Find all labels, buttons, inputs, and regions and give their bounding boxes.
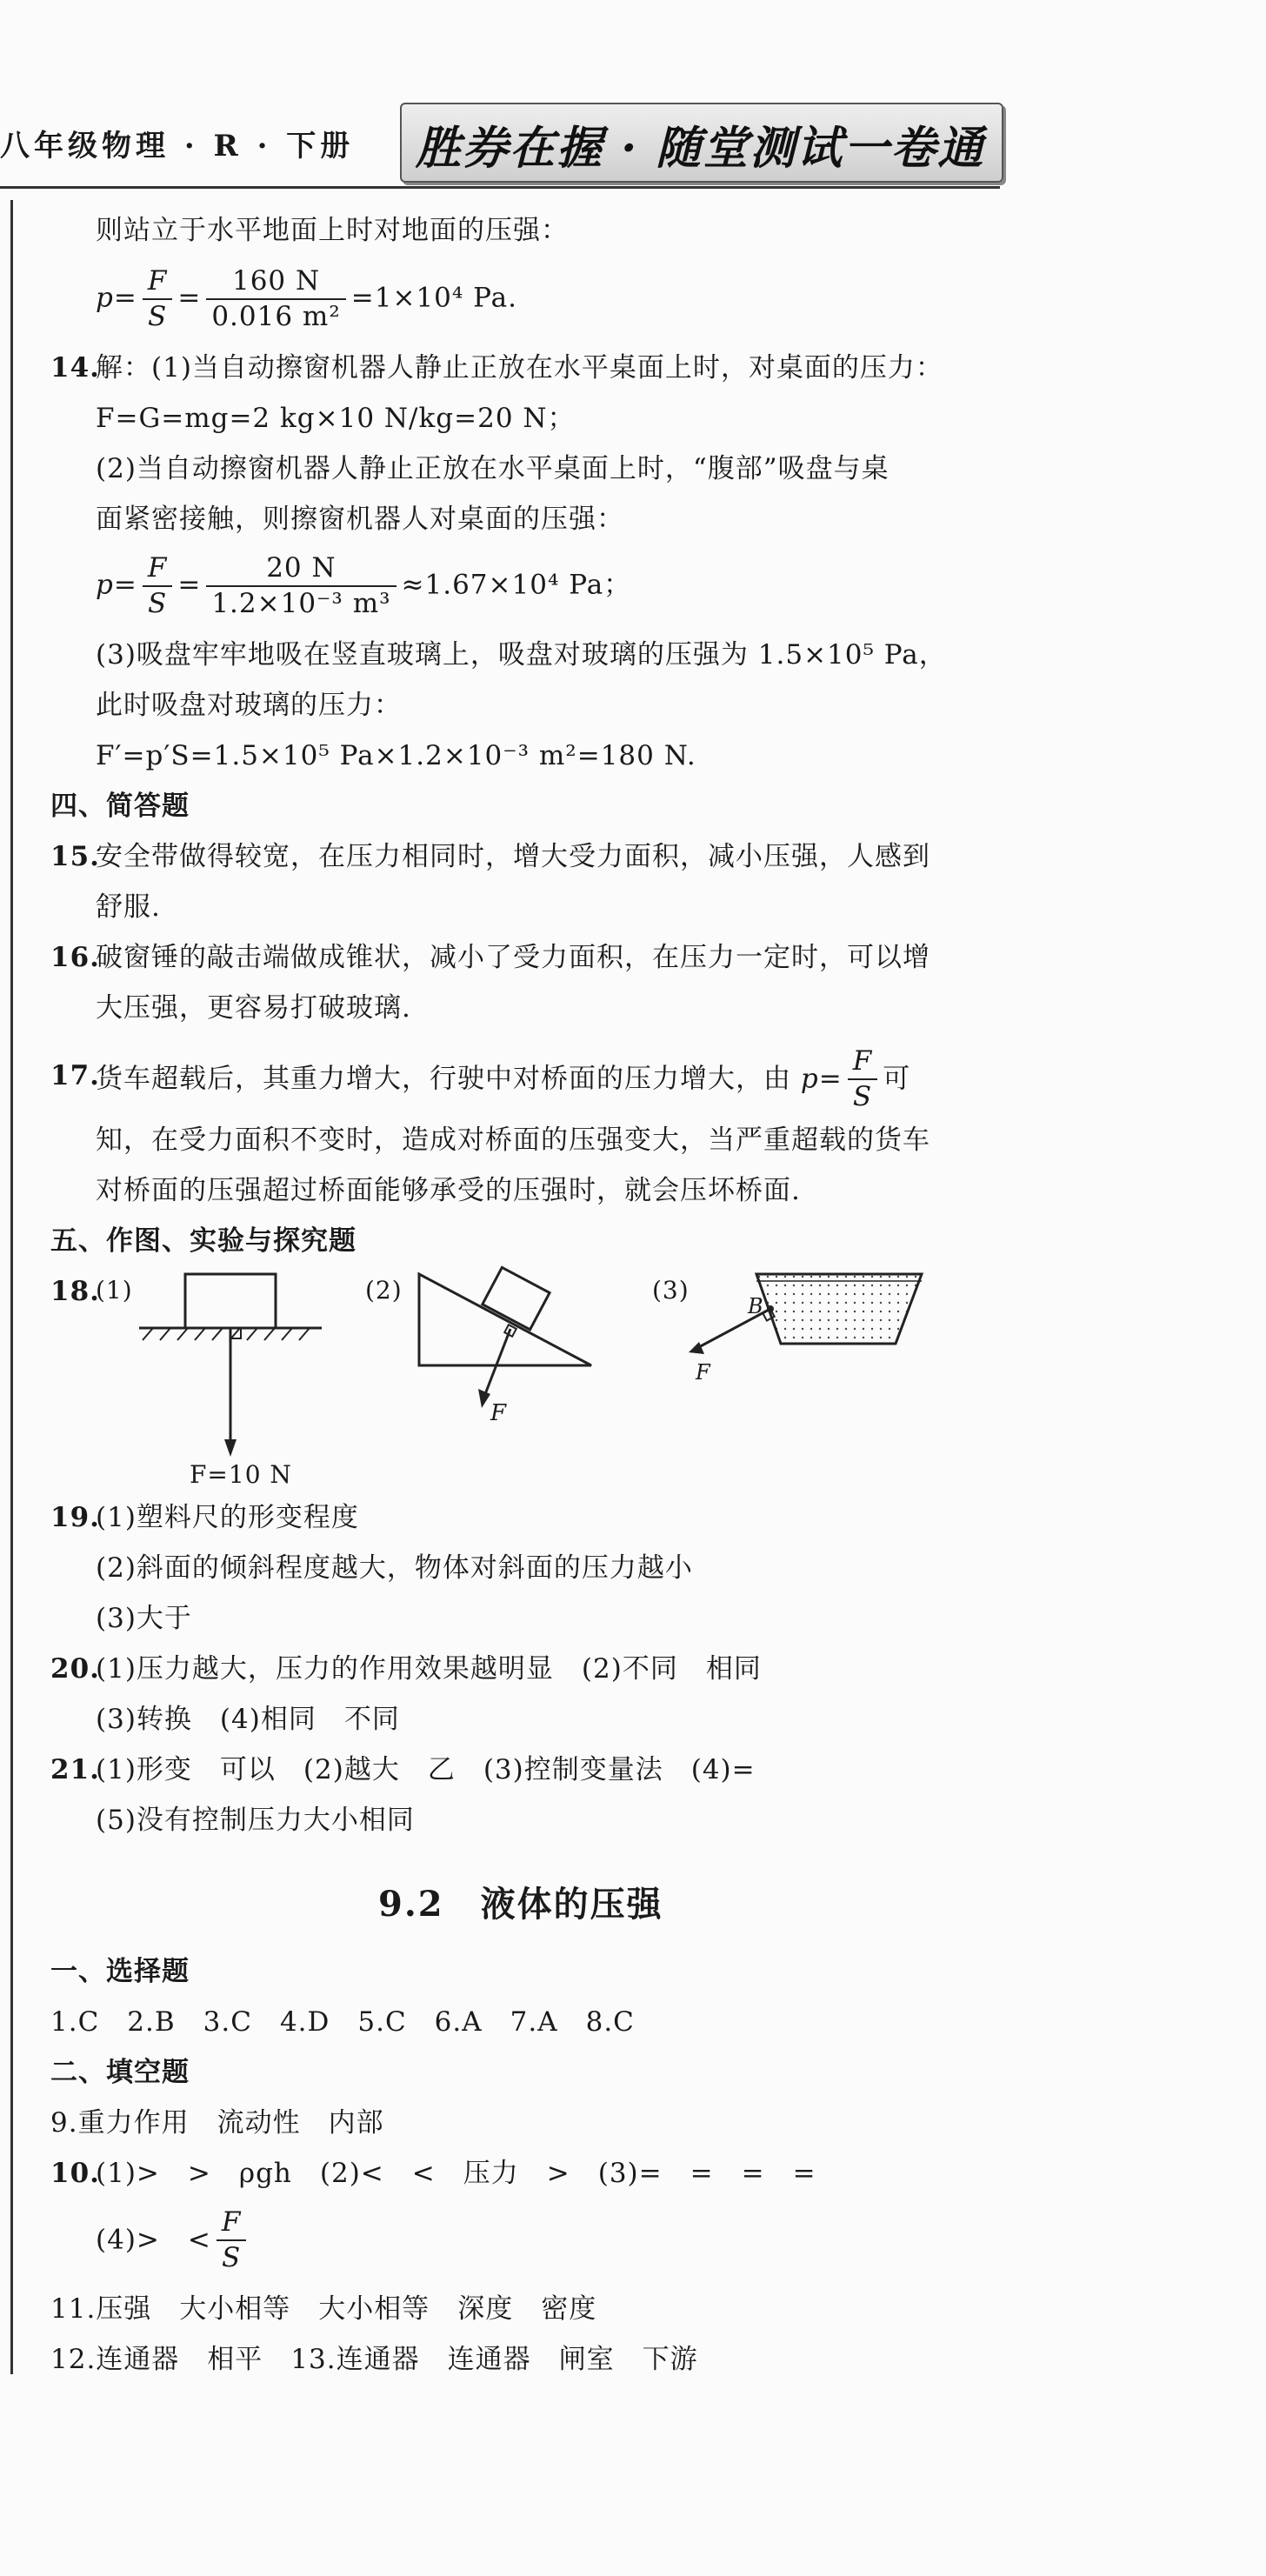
q19-line-a: (1)塑料尺的形变程度 [96,1502,359,1533]
margin-rule [10,200,13,2374]
q14-line-g: 此时吸盘对玻璃的压力： [96,690,402,721]
q14-line-h: F′=p′S=1.5×10⁵ Pa×1.2×10⁻³ m²=180 N. [96,740,696,771]
q14-line-b: F=G=mg=2 kg×10 N/kg=20 N； [96,403,576,434]
q20-number: 20. [50,1653,100,1685]
section-2-heading: 二、填空题 [50,2057,190,2088]
q17-number: 17. [50,1060,100,1091]
q13-line: 则站立于水平地面上时对地面的压强： [96,215,569,246]
q20-line-a: (1)压力越大，压力的作用效果越明显 (2)不同 相同 [96,1653,762,1685]
q18-fig1-label: (1) [96,1276,133,1305]
mc-answers: 1.C 2.B 3.C 4.D 5.C 6.A 7.A 8.C [50,2006,635,2038]
q10-number: 10. [50,2158,100,2189]
series-title: 胜券在握 · 随堂测试一卷通 [416,122,985,175]
q21-number: 21. [50,1754,100,1785]
q13-formula: p= $\frac{F}{S}$ = $\frac{160 N}{\text{0.016 m²}}$ =1×10⁴ Pa. [96,265,517,332]
q11-answer: 11.压强 大小相等 大小相等 深度 密度 [50,2293,597,2325]
q17-line-c: 对桥面的压强超过桥面能够承受的压强时，就会压坏桥面. [96,1175,801,1206]
fig3-b-label: B [748,1294,764,1318]
q14-line-c: (2)当自动擦窗机器人静止正放在水平桌面上时，“腹部”吸盘与桌 [96,453,890,484]
q19-line-b: (2)斜面的倾斜程度越大，物体对斜面的压力越小 [96,1552,693,1584]
q21-line-a: (1)形变 可以 (2)越大 乙 (3)控制变量法 (4)= [96,1754,756,1785]
q18-fig3-label: (3) [652,1276,690,1305]
q15-line-b: 舒服. [96,891,161,923]
section-1-heading: 一、选择题 [50,1956,190,1987]
fig3-force-label: F [696,1360,711,1385]
figure-block-on-ground [130,1265,339,1492]
section-5-heading: 五、作图、实验与探究题 [50,1225,356,1257]
q16-line-a: 破窗锤的敲击端做成锥状，减小了受力面积，在压力一定时，可以增 [96,942,930,973]
fig1-force-label: F=10 N [190,1460,292,1489]
q17-line-a: 货车超载后，其重力增大，行驶中对桥面的压力增大，由 p= $\frac{F}{S}$ 可 [96,1045,911,1112]
q14-line-d: 面紧密接触，则擦窗机器人对桌面的压强： [96,504,624,535]
q10-line-a: (1)> > ρgh (2)< < 压力 > (3)= = = = [96,2158,816,2189]
q19-line-c: (3)大于 [96,1603,192,1634]
section-4-heading: 四、简答题 [50,791,190,822]
q14-number: 14. [50,352,100,384]
q20-line-b: (3)转换 (4)相同 不同 [96,1704,400,1735]
page-header [0,0,1266,187]
q16-number: 16. [50,942,100,973]
q18-number: 18. [50,1276,100,1307]
q14-line-f: (3)吸盘牢牢地吸在竖直玻璃上，吸盘对玻璃的压强为 1.5×10⁵ Pa， [96,639,947,671]
q14-formula: p= $\frac{F}{S}$ = $\frac{20 N}{\text{1.2×10⁻³ m³}}$ ≈1.67×10⁴ Pa； [96,552,632,619]
q15-line-a: 安全带做得较宽，在压力相同时，增大受力面积，减小压强，人感到 [96,841,930,872]
q17-line-b: 知，在受力面积不变时，造成对桥面的压强变大，当严重超载的货车 [96,1124,930,1156]
section-9-2-title: 9.2 液体的压强 [378,1884,663,1925]
q12-13-answer: 12.连通器 相平 13.连通器 连通器 闸室 下游 [50,2344,698,2375]
q14-line-a: 解：(1)当自动擦窗机器人静止正放在水平桌面上时，对桌面的压力： [96,352,943,384]
book-title: 八年级物理 · R · 下册 [0,129,355,164]
q21-line-b: (5)没有控制压力大小相同 [96,1805,415,1836]
q16-line-b: 大压强，更容易打破玻璃. [96,992,411,1024]
fig2-force-label: F [490,1400,508,1426]
q9-answer: 9.重力作用 流动性 内部 [50,2107,384,2139]
q15-number: 15. [50,841,100,872]
header-rule [0,186,1000,189]
q19-number: 19. [50,1502,100,1533]
figure-block-on-incline [409,1265,609,1439]
figure-liquid-container [678,1265,939,1396]
q18-fig2-label: (2) [365,1276,403,1305]
q10-line-b: (4)> < $\frac{F}{S}$ [96,2209,251,2272]
